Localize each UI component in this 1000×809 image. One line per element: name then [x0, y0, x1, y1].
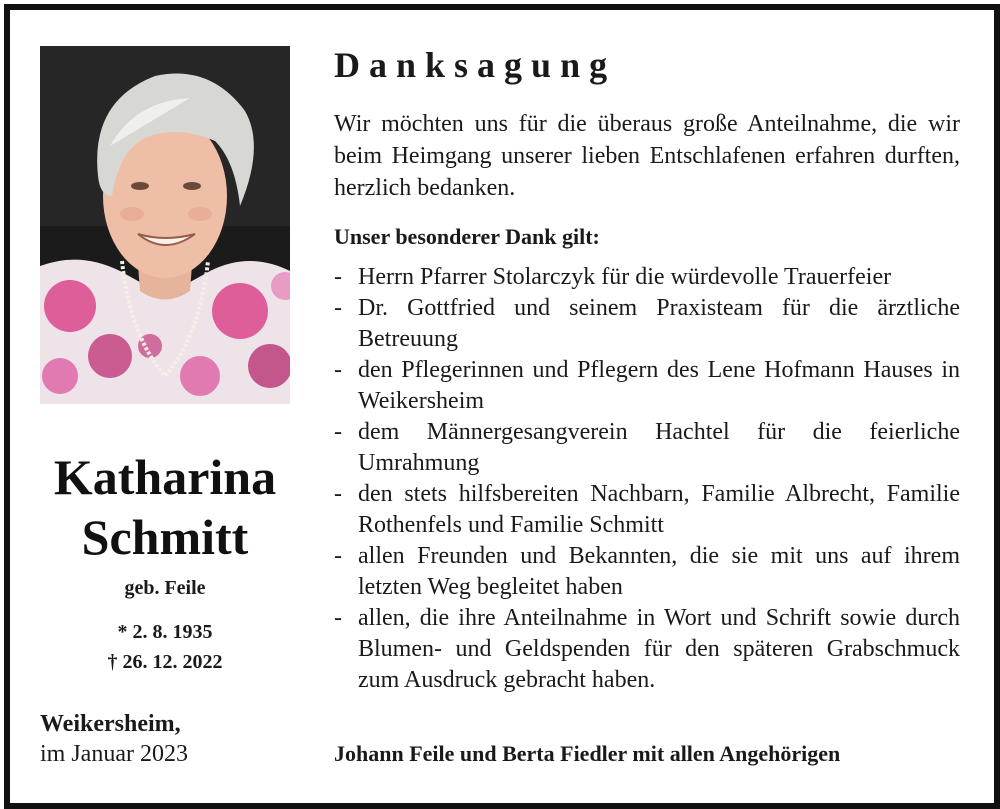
thanks-item: - allen Freunden und Bekannten, die sie mit uns auf ihrem letzten Weg begleitet haben [334, 541, 960, 603]
death-date: † 26. 12. 2022 [107, 651, 223, 673]
portrait-illustration [40, 46, 290, 404]
signature: Johann Feile und Berta Fiedler mit allen Angehörigen [334, 741, 841, 766]
thanks-list [334, 262, 960, 696]
portrait-photo [40, 46, 290, 404]
notice-title: Danksagung [334, 45, 617, 85]
birth-name: geb. Feile [124, 577, 206, 599]
birth-date: * 2. 8. 1935 [117, 621, 213, 643]
thanks-item: - den stets hilfsbereiten Nachbarn, Familie Albrecht, Familie Rothenfels und Familie Schmitt [334, 479, 960, 541]
intro-text: Wir möchten uns für die überaus große Anteilnahme, die wir beim Heimgang unserer lieben Entschlafenen erfahren durften, herzlich bedanken. [334, 111, 960, 201]
deceased-first-name: Katharina [53, 449, 277, 505]
place-town: Weikersheim, [40, 711, 181, 737]
thanks-item: - den Pflegerinnen und Pflegern des Lene Hofmann Hauses in Weikersheim [334, 355, 960, 417]
thanks-item: - dem Männergesangverein Hachtel für die feierliche Umrahmung [334, 417, 960, 479]
deceased-last-name: Schmitt [81, 509, 249, 565]
thanks-item: - Herrn Pfarrer Stolarczyk für die würdevolle Trauerfeier [334, 262, 960, 293]
thanks-subheading: Unser besonderer Dank gilt: [334, 224, 600, 249]
thanks-item: - Dr. Gottfried und seinem Praxisteam für die ärztliche Betreuung [334, 293, 960, 355]
place-date: im Januar 2023 [40, 741, 188, 767]
thanks-item: - allen, die ihre Anteilnahme in Wort und Schrift sowie durch Blumen- und Geldspenden für den späteren Grabschmuck zum Ausdruck gebracht haben. [334, 603, 960, 696]
